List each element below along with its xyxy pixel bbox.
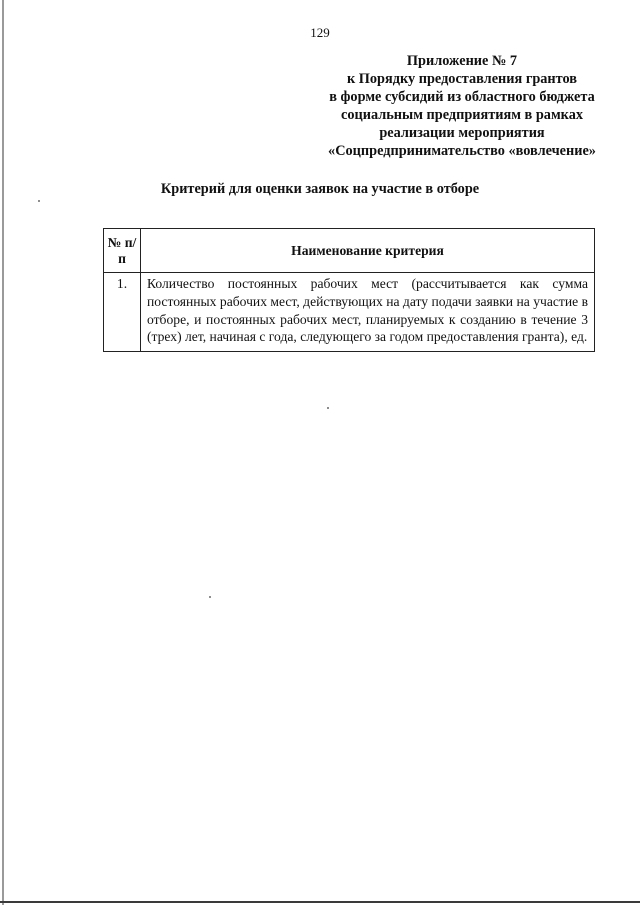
header-criterion-name: Наименование критерия [141,229,595,273]
table-row [104,273,595,352]
appendix-line: социальным предприятиям в рамках [340,107,584,123]
appendix-line: «Соцпредпринимательство «вовлечение» [328,143,596,159]
scan-edge-bottom [0,901,640,903]
scan-speck [327,407,329,409]
appendix-header [322,52,602,160]
appendix-title: Приложение № 7 [406,53,518,69]
document-title: Критерий для оценки заявок на участие в отборе [160,181,480,197]
page-number: 129 [310,25,330,40]
row-number: 1. [104,273,141,352]
appendix-line: к Порядку предоставления грантов [346,71,578,87]
scan-edge-left [2,0,4,905]
scan-speck [209,596,211,598]
criterion-text: Количество постоянных рабочих мест (рассчитывается как сумма постоянных рабочих мест, действующих на дату подачи заявки на участие в отборе, и постоянных рабочих мест, планируемых к созданию в течение 3 (трех) лет, начиная с года, следующего за годом предоставления гранта), ед. [141,273,595,352]
appendix-line: в форме субсидий из областного бюджета [329,89,595,105]
header-number: № п/п [104,229,141,273]
scan-speck [38,200,40,202]
appendix-line: реализации мероприятия [379,125,545,141]
table-header-row [104,229,595,273]
criteria-table [103,228,595,352]
